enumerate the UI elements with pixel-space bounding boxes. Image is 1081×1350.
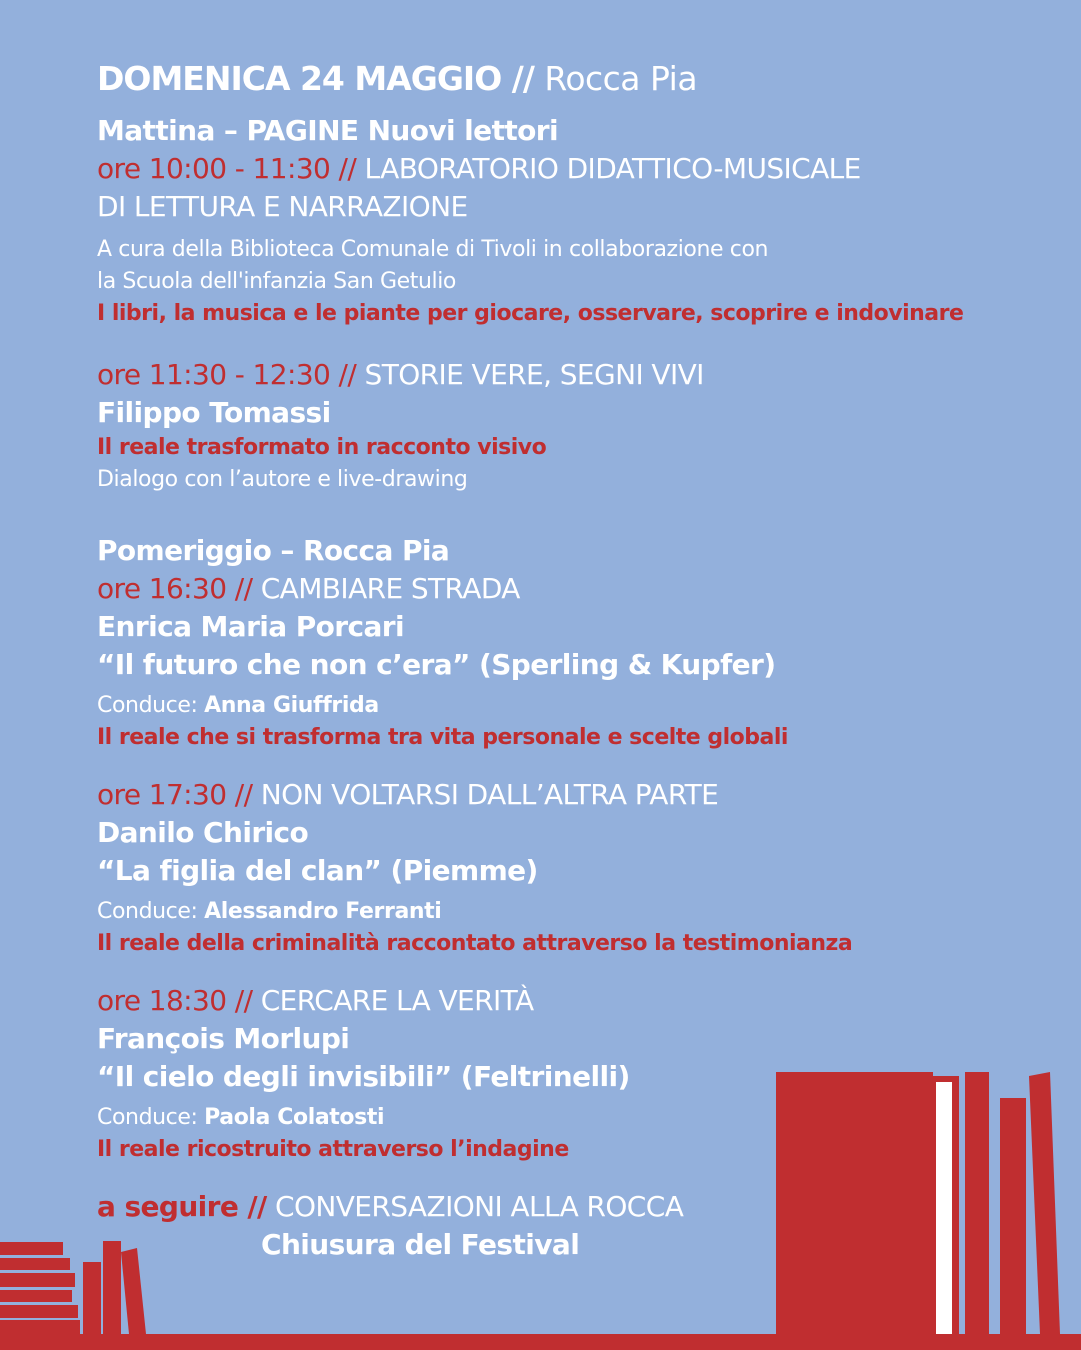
book-pages: [936, 1082, 952, 1334]
event-book: “Il cielo degli invisibili” (Feltrinelli): [97, 1060, 630, 1093]
host-label: Conduce:: [97, 693, 198, 718]
session-label: Mattina – PAGINE Nuovi lettori: [97, 114, 558, 147]
event-time: ore 18:30 //: [97, 984, 253, 1017]
leaning-book: [1029, 1072, 1060, 1334]
standing-book: [83, 1262, 101, 1334]
host-name: Paola Colatosti: [204, 1105, 385, 1130]
event-description: la Scuola dell'infanzia San Getulio: [97, 269, 456, 294]
event-tagline: Il reale ricostruito attraverso l’indagine: [97, 1137, 569, 1162]
stacked-book: [0, 1305, 78, 1318]
event-title: LABORATORIO DIDATTICO-MUSICALE: [364, 152, 861, 185]
event-author: François Morlupi: [97, 1022, 350, 1055]
event-author: Filippo Tomassi: [97, 396, 331, 429]
venue-name: Rocca Pia: [544, 59, 698, 98]
event-author: Enrica Maria Porcari: [97, 610, 404, 643]
standing-book: [103, 1241, 121, 1334]
event-title: NON VOLTARSI DALL’ALTRA PARTE: [260, 778, 719, 811]
event-tagline: I libri, la musica e le piante per giocare, osservare, scoprire e indovinare: [97, 301, 964, 326]
festival-closing: Chiusura del Festival: [261, 1228, 580, 1261]
event-time: ore 16:30 //: [97, 572, 253, 605]
event-tagline: Il reale che si trasforma tra vita personale e scelte globali: [97, 725, 788, 750]
stacked-book: [0, 1273, 75, 1287]
event-title: STORIE VERE, SEGNI VIVI: [364, 358, 704, 391]
day-title: DOMENICA 24 MAGGIO: [97, 59, 502, 98]
event-description: Dialogo con l’autore e live-drawing: [97, 467, 468, 492]
event-title: CAMBIARE STRADA: [260, 572, 520, 605]
host-name: Alessandro Ferranti: [204, 899, 442, 924]
standing-book: [965, 1072, 989, 1334]
stacked-book: [0, 1320, 80, 1334]
right-book-group: [776, 1072, 1060, 1334]
standing-book: [1000, 1098, 1026, 1334]
leaning-book: [121, 1248, 146, 1334]
event-time: ore 17:30 //: [97, 778, 253, 811]
session-label: Pomeriggio – Rocca Pia: [97, 534, 450, 567]
shelf: [0, 1334, 1081, 1350]
event-time: ore 10:00 - 11:30 //: [97, 152, 357, 185]
host-name: Anna Giuffrida: [204, 693, 379, 718]
event-title: CONVERSAZIONI ALLA ROCCA: [275, 1190, 684, 1223]
event-title-continued: DI LETTURA E NARRAZIONE: [97, 190, 468, 223]
stacked-book: [0, 1258, 70, 1270]
event-time: a seguire //: [97, 1190, 267, 1223]
left-book-stack: [0, 1242, 80, 1334]
event-author: Danilo Chirico: [97, 816, 309, 849]
host-label: Conduce:: [97, 1105, 198, 1130]
event-tagline: Il reale trasformato in racconto visivo: [97, 435, 547, 460]
event-book: “Il futuro che non c’era” (Sperling & Kupfer): [97, 648, 776, 681]
left-standing-books: [83, 1241, 146, 1334]
event-time: ore 11:30 - 12:30 //: [97, 358, 357, 391]
stacked-book: [0, 1242, 63, 1255]
event-title: CERCARE LA VERITÀ: [260, 984, 534, 1017]
large-book: [776, 1072, 933, 1334]
event-book: “La figlia del clan” (Piemme): [97, 854, 538, 887]
host-label: Conduce:: [97, 899, 198, 924]
title-separator: //: [511, 59, 534, 98]
event-description: A cura della Biblioteca Comunale di Tivoli in collaborazione con: [97, 237, 769, 262]
event-tagline: Il reale della criminalità raccontato attraverso la testimonianza: [97, 931, 853, 956]
stacked-book: [0, 1290, 72, 1302]
